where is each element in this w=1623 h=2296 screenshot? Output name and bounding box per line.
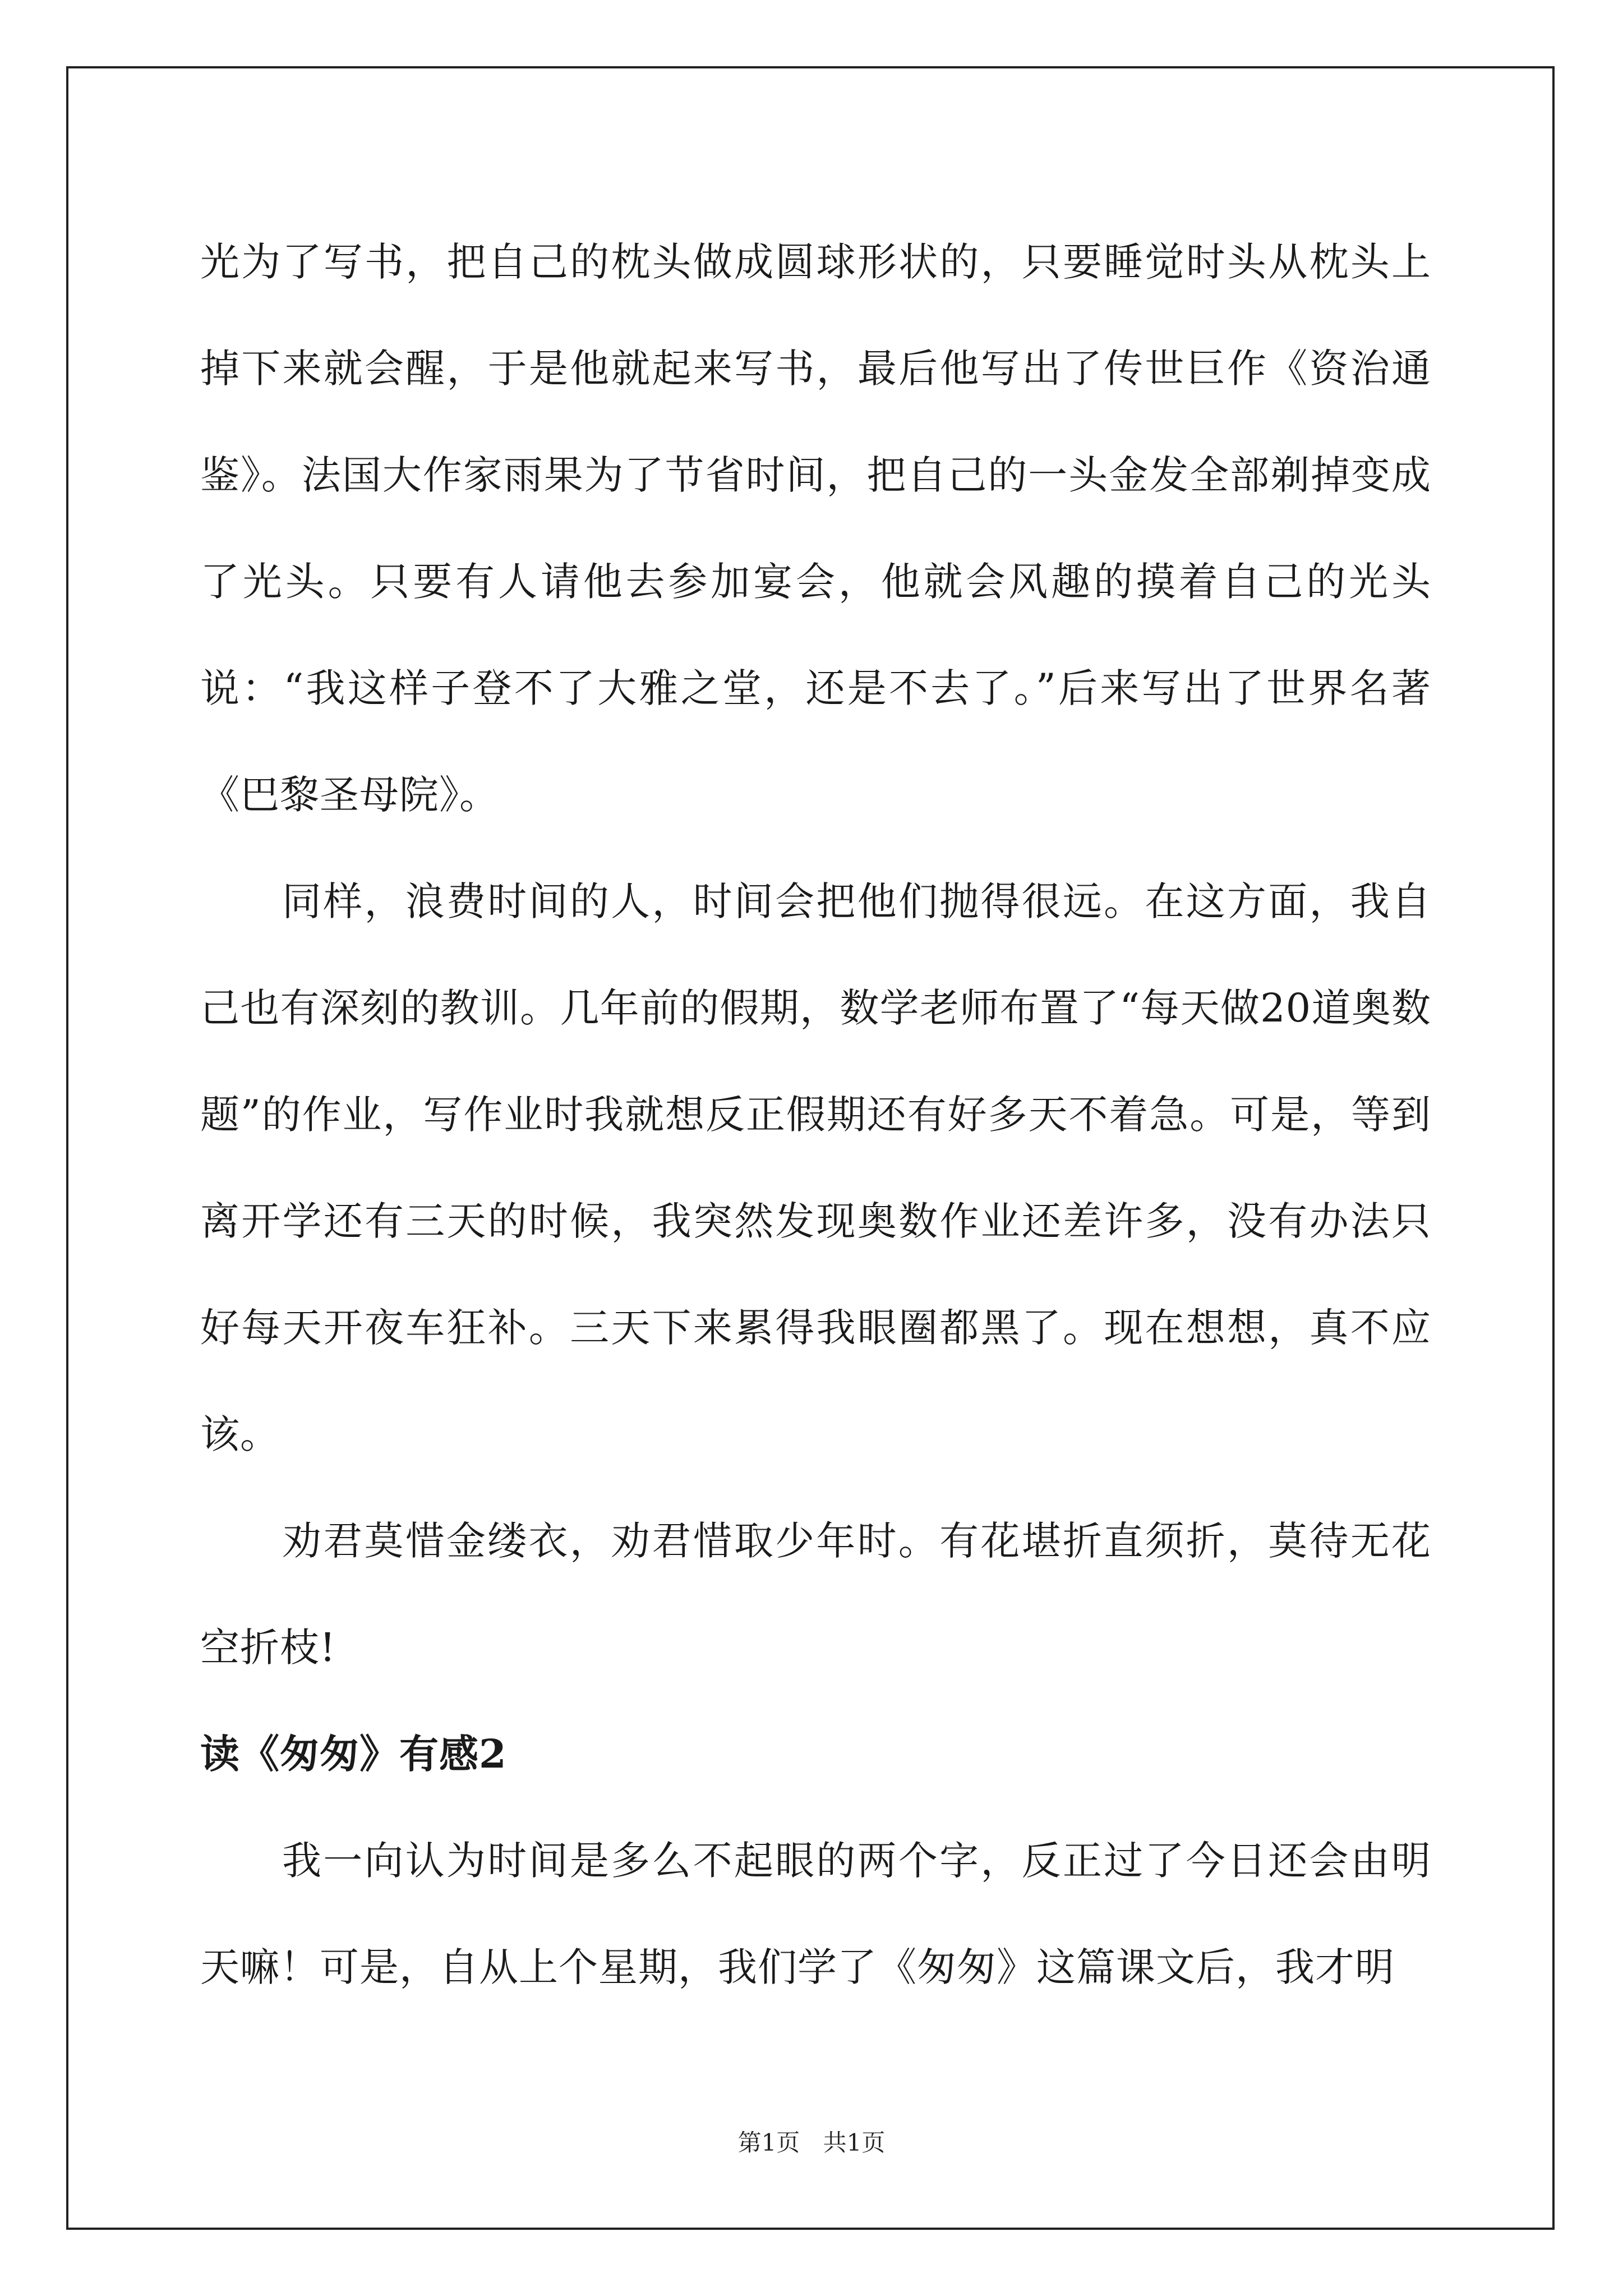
page-footer	[0, 2126, 1623, 2160]
paragraph-4: 我一向认为时间是多么不起眼的两个字，反正过了今日还会由明天嘛！可是，自从上个星期，我们学了《匆匆》这篇课文后，我才明	[200, 1838, 1431, 1990]
paragraph-2: 同样，浪费时间的人，时间会把他们抛得很远。在这方面，我自己也有深刻的教训。几年前的假期，数学老师布置了“每天做20道奥数题”的作业，写作业时我就想反正假期还有好多天不着急。可是，等到离开学还有三天的时候，我突然发现奥数作业还差许多，没有办法只好每天开夜车狂补。三天下来累得我眼圈都黑了。现在想想，真不应该。	[200, 878, 1431, 1457]
paragraph-1: 光为了写书，把自己的枕头做成圆球形状的，只要睡觉时头从枕头上掉下来就会醒，于是他就起来写书，最后他写出了传世巨作《资治通鉴》。法国大作家雨果为了节省时间，把自己的一头金发全部剃掉变成了光头。只要有人请他去参加宴会，他就会风趣的摸着自己的光头说：“我这样子登不了大雅之堂，还是不去了。”后来写出了世界名著《巴黎圣母院》。	[200, 239, 1431, 818]
paragraph-3: 劝君莫惜金缕衣，劝君惜取少年时。有花堪折直须折，莫待无花空折枝!	[200, 1518, 1431, 1671]
page-total: 共1页	[823, 2129, 886, 2156]
page-number: 第1页	[737, 2129, 800, 2156]
section-heading: 读《匆匆》有感2	[200, 1731, 507, 1777]
document-body	[200, 209, 1431, 2021]
